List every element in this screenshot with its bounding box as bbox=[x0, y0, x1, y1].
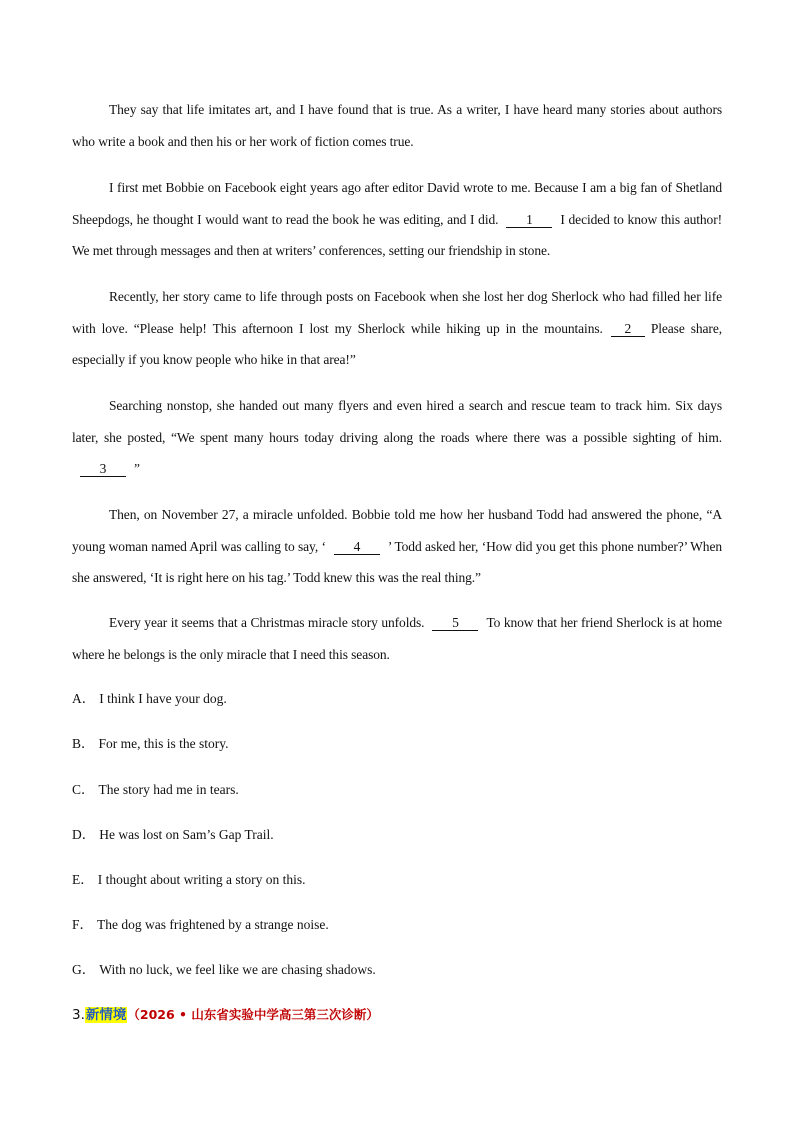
paragraph-2 bbox=[72, 172, 722, 267]
paragraph-3 bbox=[72, 281, 722, 376]
option-c-letter: C． bbox=[72, 782, 95, 797]
paragraph-5-text-after: ’ Todd asked her, ‘How did you get this phone number?’ When she answered, ‘It is right here on his tag.’ Todd knew this was the real thing.” bbox=[72, 538, 722, 585]
option-d-letter: D． bbox=[72, 827, 96, 842]
option-g-text: With no luck, we feel like we are chasing shadows. bbox=[99, 962, 376, 977]
option-c-text: The story had me in tears. bbox=[98, 782, 239, 797]
option-e-text: I thought about writing a story on this. bbox=[97, 872, 306, 887]
paragraph-6-text-after: To know that her friend Sherlock is at home where he belongs is the only miracle that I need this season. bbox=[72, 615, 722, 662]
question-source: （2026 • 山东省实验中学高三第三次诊断） bbox=[127, 1007, 379, 1022]
blank-1: 1 bbox=[506, 212, 552, 228]
blank-4: 4 bbox=[334, 539, 380, 555]
option-f bbox=[72, 916, 329, 934]
paragraph-6 bbox=[72, 607, 722, 670]
paragraph-1 bbox=[72, 94, 722, 157]
option-a-letter: A． bbox=[72, 691, 96, 706]
paragraph-5-text-before: Then, on November 27, a miracle unfolded. Bobbie told me how her husband Todd had answered the phone, “A young woman named April was calling to say, ‘ bbox=[72, 507, 722, 554]
paragraph-5 bbox=[72, 499, 722, 594]
option-f-letter: F． bbox=[72, 917, 94, 932]
option-g-letter: G． bbox=[72, 962, 96, 977]
option-f-text: The dog was frightened by a strange noise. bbox=[97, 917, 329, 932]
paragraph-4-text-after: ” bbox=[134, 461, 140, 476]
option-a-text: I think I have your dog. bbox=[99, 691, 227, 706]
paragraph-4 bbox=[72, 390, 722, 485]
question-number: 3. bbox=[72, 1007, 85, 1023]
blank-5: 5 bbox=[432, 615, 478, 631]
new-context-tag: 新情境 bbox=[85, 1007, 127, 1023]
option-b bbox=[72, 735, 229, 753]
option-a bbox=[72, 690, 227, 708]
option-b-letter: B． bbox=[72, 736, 95, 751]
paragraph-3-text-after: Please share, especially if you know people who hike in that area!” bbox=[72, 320, 722, 367]
option-d-text: He was lost on Sam’s Gap Trail. bbox=[99, 827, 274, 842]
option-d bbox=[72, 826, 274, 844]
option-g bbox=[72, 961, 376, 979]
next-question-header bbox=[72, 1005, 379, 1025]
paragraph-3-text-before: Recently, her story came to life through posts on Facebook when she lost her dog Sherlock who had filled her life with love. “Please help! This afternoon I lost my Sherlock while hiking up in the mountains. bbox=[72, 289, 722, 336]
paragraph-1-text: They say that life imitates art, and I have found that is true. As a writer, I have heard many stories about authors who write a book and then his or her work of fiction comes true. bbox=[72, 102, 722, 149]
paragraph-4-text-before: Searching nonstop, she handed out many flyers and even hired a search and rescue team to track him. Six days later, she posted, “We spent many hours today driving along the roads where there was a possible sighting of him. bbox=[72, 398, 722, 445]
option-e-letter: E． bbox=[72, 872, 94, 887]
paragraph-6-text-before: Every year it seems that a Christmas miracle story unfolds. bbox=[109, 615, 425, 630]
option-e bbox=[72, 871, 305, 889]
blank-3: 3 bbox=[80, 461, 126, 477]
option-c bbox=[72, 781, 239, 799]
paragraph-2-text-before: I first met Bobbie on Facebook eight years ago after editor David wrote to me. Because I am a big fan of Shetland Sheepdogs, he thought I would want to read the book he was editing, and I did. bbox=[72, 180, 722, 227]
option-b-text: For me, this is the story. bbox=[98, 736, 229, 751]
paragraph-2-text-after: I decided to know this author! We met through messages and then at writers’ conferences, setting our friendship in stone. bbox=[72, 211, 723, 258]
blank-2: 2 bbox=[611, 321, 645, 337]
